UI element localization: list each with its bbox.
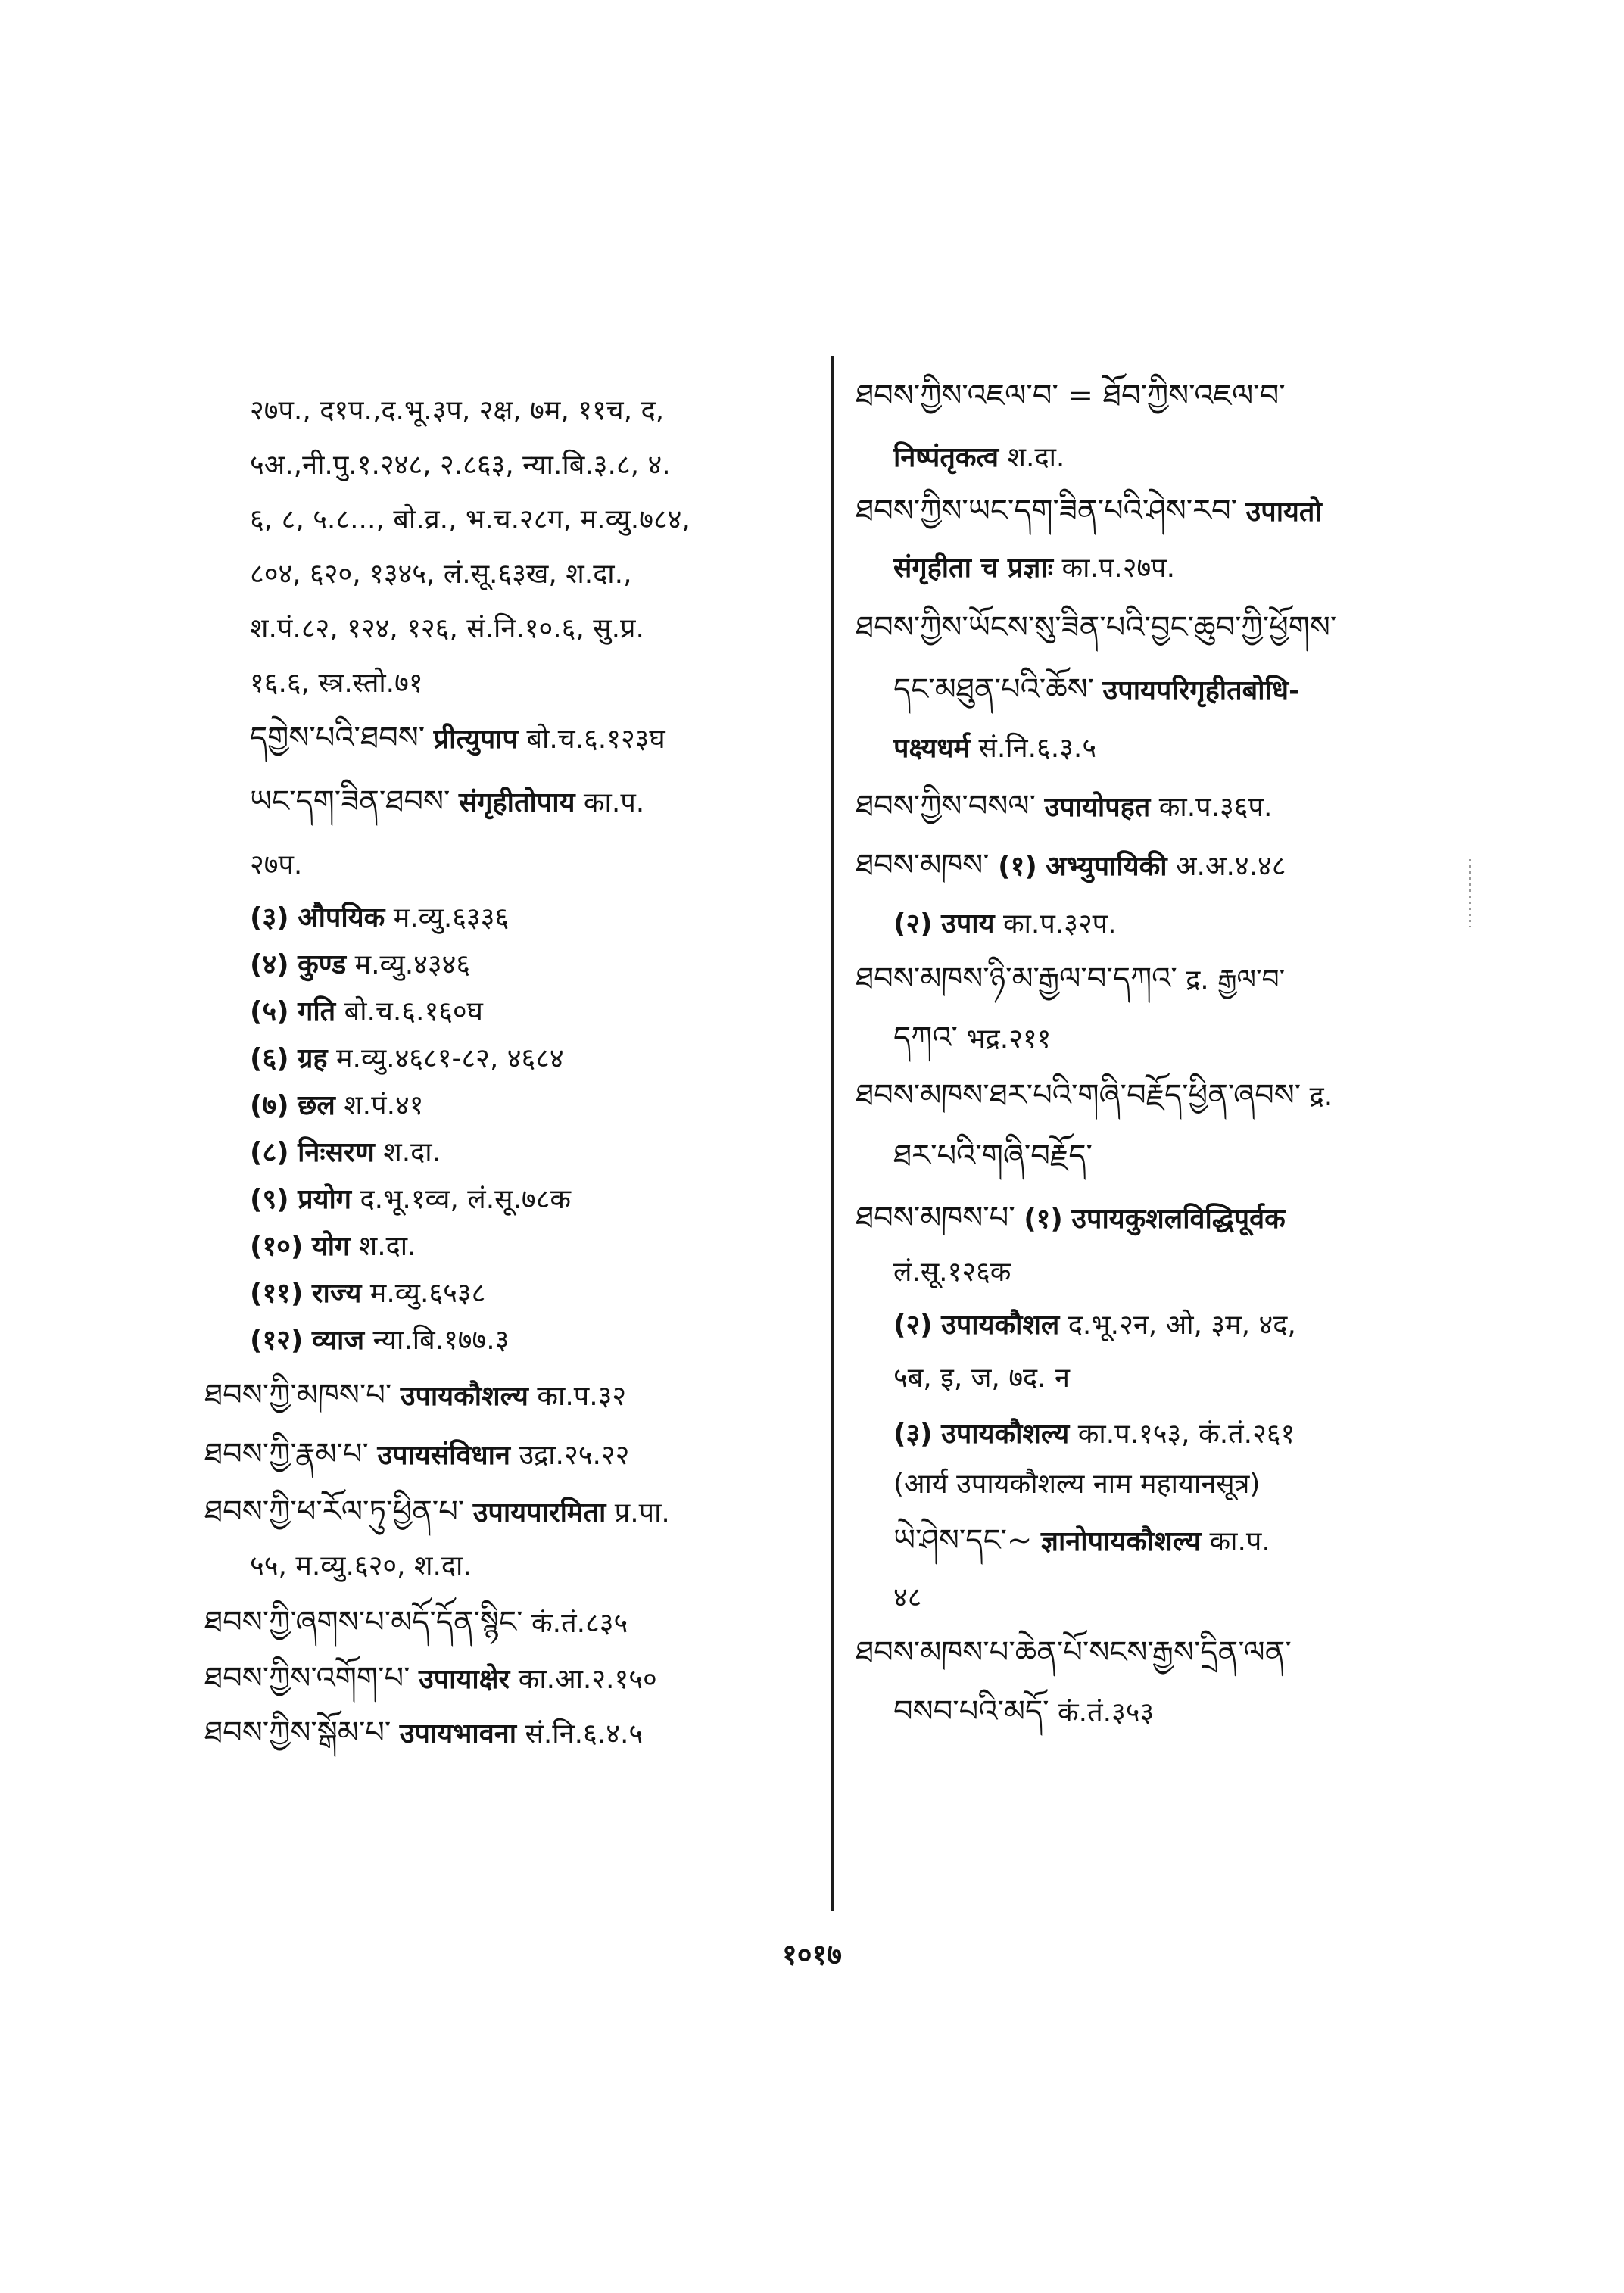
right-line bbox=[856, 1201, 1286, 1237]
tibetan-term: ཐབས་ཀྱིས་འཇལ་བ་ = ཐོབ་ཀྱིས་འཇལ་བ་ bbox=[856, 379, 1286, 413]
line-text: (आर्य उपायकौशल्य नाम महायानसूत्र) bbox=[893, 1469, 1261, 1500]
tibetan-term: ཐབས་མཁས་ཉི་མ་རྒྱལ་བ་དཀའ་ bbox=[856, 961, 1177, 996]
source-reference: का.प.२७प. bbox=[1061, 553, 1176, 584]
right-line bbox=[856, 848, 1286, 884]
right-line bbox=[893, 1020, 1051, 1057]
sanskrit-equivalent: ग्रह bbox=[298, 1043, 328, 1074]
right-line bbox=[893, 1523, 1270, 1559]
left-line bbox=[250, 503, 690, 537]
sanskrit-equivalent: उपायाक्षेर bbox=[418, 1664, 510, 1695]
source-reference: प्र.पा. bbox=[614, 1497, 670, 1528]
sanskrit-equivalent: प्रयोग bbox=[298, 1184, 352, 1215]
sanskrit-equivalent: व्याज bbox=[311, 1325, 365, 1356]
left-line bbox=[204, 1494, 670, 1531]
line-text: लं.सू.१२६क bbox=[893, 1257, 1011, 1288]
source-reference: म.व्यु.६३३६ bbox=[393, 902, 510, 933]
source-reference: श.दा. bbox=[1007, 442, 1065, 473]
source-reference: का.प.१५३, कं.तं.२६१ bbox=[1077, 1419, 1295, 1450]
sense-number: (१०) bbox=[250, 1231, 304, 1262]
page-number: १०१७ bbox=[781, 1938, 843, 1971]
source-reference: म.व्यु.४३४६ bbox=[354, 949, 471, 980]
left-line bbox=[250, 1089, 423, 1123]
left-line bbox=[250, 1323, 509, 1358]
right-line bbox=[893, 551, 1175, 586]
left-line bbox=[250, 848, 302, 883]
sanskrit-equivalent: प्रीत्युपाप bbox=[433, 724, 518, 755]
source-reference: द्र. bbox=[1309, 1081, 1333, 1112]
tibetan-term: ཡང་དག་ཟིན་ཐབས་ bbox=[250, 784, 450, 819]
source-reference: का.प.३२प. bbox=[1002, 908, 1117, 939]
line-text: ६, ८, ५.८..., बो.व्र., भ.च.२८ग, म.व्यु.७८४, bbox=[250, 504, 690, 535]
left-line bbox=[250, 721, 665, 757]
sanskrit-equivalent: उपायसंविधान bbox=[377, 1440, 510, 1471]
line-text: ५अ.,नी.पु.१.२४८, २.८६३, न्या.बि.३.८, ४. bbox=[250, 450, 671, 481]
left-line bbox=[204, 1378, 626, 1414]
right-line bbox=[856, 379, 1286, 415]
sanskrit-equivalent: उपायकौशल्य bbox=[400, 1381, 528, 1412]
sense-number: (३) bbox=[250, 902, 289, 933]
sanskrit-equivalent: उपायपारमिता bbox=[472, 1497, 606, 1528]
source-reference: का.प. bbox=[583, 787, 645, 818]
source-reference: कं.तं.८३५ bbox=[531, 1608, 628, 1639]
sense-number: (७) bbox=[250, 1090, 289, 1121]
tibetan-term: ཐབས་ཀྱིས་འགོག་པ་ bbox=[204, 1661, 410, 1696]
margin-marks bbox=[1469, 859, 1471, 927]
sense-number: (२) bbox=[893, 908, 933, 939]
source-reference: द्र. རྒྱལ་བ་ bbox=[1186, 964, 1286, 995]
sanskrit-equivalent: उपायकौशल bbox=[941, 1310, 1060, 1341]
source-reference: अ.अ.४.४८ bbox=[1176, 851, 1286, 882]
sense-number: (९) bbox=[250, 1184, 289, 1215]
sense-number: (४) bbox=[250, 949, 289, 980]
sanskrit-equivalent: उपायतो bbox=[1245, 497, 1322, 528]
sense-number: (८) bbox=[250, 1137, 289, 1168]
left-line bbox=[204, 1661, 657, 1697]
tibetan-term: དགྱེས་པའི་ཐབས་ bbox=[250, 721, 425, 756]
left-line bbox=[250, 1042, 564, 1076]
source-reference: बो.च.६.१२३घ bbox=[526, 724, 665, 755]
right-line bbox=[893, 672, 1300, 709]
line-text: श.पं.८२, १२४, १२६, सं.नि.१०.६, सु.प्र. bbox=[250, 613, 644, 644]
source-reference: श.पं.४१ bbox=[344, 1090, 424, 1121]
line-text: २७प., द१प.,द.भू.३प, २क्ष, ७म, ११च, द, bbox=[250, 395, 665, 426]
sanskrit-equivalent: गति bbox=[298, 996, 336, 1027]
sanskrit-equivalent: निःसरण bbox=[298, 1137, 375, 1168]
source-reference: श.दा. bbox=[383, 1137, 441, 1168]
right-line bbox=[856, 1635, 1292, 1671]
left-line bbox=[250, 1182, 571, 1217]
tibetan-term: བསབ་པའི་མདོ་ bbox=[893, 1694, 1049, 1729]
line-text: १६.६, स्त्र.स्तो.७१ bbox=[250, 668, 423, 699]
sanskrit-equivalent: पक्ष्यधर्म bbox=[893, 733, 971, 764]
tibetan-term: ཐབས་ཀྱིས་བསལ་ bbox=[856, 789, 1036, 824]
right-line bbox=[893, 1694, 1154, 1731]
left-line bbox=[250, 995, 483, 1030]
sanskrit-equivalent: उपाय bbox=[941, 908, 995, 939]
source-reference: बो.च.६.१६०घ bbox=[344, 996, 483, 1027]
left-line bbox=[250, 1549, 472, 1584]
source-reference: का.प.३६प. bbox=[1158, 792, 1273, 823]
sanskrit-equivalent: राज्य bbox=[311, 1278, 362, 1309]
left-line bbox=[250, 666, 423, 701]
sense-number: (१) bbox=[998, 851, 1037, 882]
tibetan-term: ཡེ་ཤེས་དང་~ bbox=[893, 1523, 1033, 1558]
right-line bbox=[856, 610, 1336, 646]
right-line bbox=[893, 1139, 1093, 1175]
sanskrit-equivalent: संगृहीतोपाय bbox=[458, 787, 575, 818]
source-reference: द.भू.२न, ओ, ३म, ४द, bbox=[1068, 1310, 1296, 1341]
left-line bbox=[250, 901, 509, 936]
right-line bbox=[856, 494, 1322, 530]
sense-number: (१) bbox=[1024, 1204, 1063, 1235]
sense-number: (५) bbox=[250, 996, 289, 1027]
right-line bbox=[893, 1255, 1011, 1290]
left-line bbox=[204, 1437, 629, 1473]
sense-number: (१२) bbox=[250, 1325, 304, 1356]
right-line bbox=[856, 789, 1272, 825]
tibetan-term: ཐབས་ཀྱི་མཁས་པ་ bbox=[204, 1378, 392, 1413]
sanskrit-equivalent: उपायकौशल्य bbox=[941, 1419, 1070, 1450]
sanskrit-equivalent: उपायपरिगृहीतबोधि- bbox=[1102, 675, 1300, 706]
tibetan-term: ཐབས་མཁས་ཐར་པའི་གཞི་བརྗོད་ཕྱིན་ཞབས་ bbox=[856, 1078, 1301, 1113]
tibetan-term: དང་མཐུན་པའི་ཆོས་ bbox=[893, 672, 1095, 707]
right-line bbox=[893, 1361, 1070, 1396]
tibetan-term: ཐབས་ཀྱི་ཞགས་པ་མདོ་དོན་སྙིང་ bbox=[204, 1605, 523, 1640]
tibetan-term: དཀའ་ bbox=[893, 1020, 958, 1055]
source-reference: न्या.बि.१७७.३ bbox=[372, 1325, 510, 1356]
sanskrit-equivalent: अभ्युपायिकी bbox=[1046, 851, 1167, 882]
left-line bbox=[250, 784, 644, 821]
left-line bbox=[250, 1136, 441, 1170]
source-reference: भद्र.२११ bbox=[966, 1023, 1052, 1055]
source-reference: का.प.३२ bbox=[537, 1381, 627, 1412]
sanskrit-equivalent: छल bbox=[298, 1090, 335, 1121]
source-reference: म.व्यु.४६८१-८२, ४६८४ bbox=[335, 1043, 564, 1074]
left-line bbox=[250, 1229, 416, 1264]
tibetan-term: ཐར་པའི་གཞི་བརྗོད་ bbox=[893, 1139, 1093, 1173]
tibetan-term: ཐབས་མཁས་པ་ཆེན་པོ་སངས་རྒྱས་དྲིན་ལན་ bbox=[856, 1635, 1292, 1670]
source-reference: श.दा. bbox=[358, 1231, 416, 1262]
tibetan-term: ཐབས་ཀྱིས་ཡོངས་སུ་ཟིན་པའི་བྱང་ཆུབ་ཀྱི་ཕྱོགས་ bbox=[856, 610, 1337, 645]
left-line bbox=[250, 948, 470, 983]
right-line bbox=[893, 1581, 921, 1615]
source-reference: का.प. bbox=[1209, 1526, 1270, 1557]
sanskrit-equivalent: उपायोपहत bbox=[1044, 792, 1151, 823]
column-divider bbox=[831, 356, 834, 1911]
left-line bbox=[250, 557, 632, 592]
source-reference: म.व्यु.६५३८ bbox=[369, 1278, 486, 1309]
sanskrit-equivalent: कुण्ड bbox=[298, 949, 347, 980]
sanskrit-equivalent: संगृहीता च प्रज्ञाः bbox=[893, 553, 1053, 584]
right-line bbox=[893, 1417, 1295, 1452]
sanskrit-equivalent: ज्ञानोपायकौशल्य bbox=[1040, 1526, 1202, 1557]
tibetan-term: ཐབས་ཀྱིས་ཡང་དག་ཟིན་པའི་ཤེས་རབ་ bbox=[856, 494, 1238, 528]
right-line bbox=[893, 731, 1096, 766]
sanskrit-equivalent: योग bbox=[311, 1231, 351, 1262]
right-line bbox=[893, 1308, 1296, 1343]
tibetan-term: ཐབས་ཀྱི་ཕ་རོལ་ཏུ་ཕྱིན་པ་ bbox=[204, 1494, 465, 1529]
sense-number: (३) bbox=[893, 1419, 933, 1450]
tibetan-term: ཐབས་མཁས་པ་ bbox=[856, 1201, 1015, 1235]
right-line bbox=[893, 1467, 1260, 1502]
source-reference: उद्रा.२५.२२ bbox=[519, 1440, 630, 1471]
line-text: ४८ bbox=[893, 1582, 922, 1613]
sense-number: (११) bbox=[250, 1278, 304, 1309]
tibetan-term: ཐབས་མཁས་ bbox=[856, 848, 990, 883]
sanskrit-equivalent: उपायकुशलविद्धिपूर्वक bbox=[1071, 1204, 1286, 1235]
left-line bbox=[250, 448, 671, 483]
line-text: २७प. bbox=[250, 849, 303, 880]
sense-number: (६) bbox=[250, 1043, 289, 1074]
sense-number: (२) bbox=[893, 1310, 933, 1341]
right-line bbox=[856, 1078, 1333, 1114]
left-line bbox=[204, 1715, 643, 1752]
source-reference: सं.नि.६.३.५ bbox=[978, 733, 1097, 764]
source-reference: कं.तं.३५३ bbox=[1058, 1697, 1155, 1728]
line-text: ८०४, ६२०, १३४५, लं.सू.६३ख, श.दा., bbox=[250, 559, 632, 590]
sanskrit-equivalent: उपायभावना bbox=[399, 1718, 517, 1749]
right-line bbox=[893, 441, 1064, 475]
sanskrit-equivalent: निष्पंतृकत्व bbox=[893, 442, 999, 473]
line-text: ५५, म.व्यु.६२०, श.दा. bbox=[250, 1550, 472, 1581]
left-line bbox=[204, 1605, 628, 1641]
tibetan-term: ཐབས་ཀྱི་རྣམ་པ་ bbox=[204, 1437, 369, 1472]
line-text: ५ब, इ, ज, ७द. न bbox=[893, 1363, 1071, 1394]
sanskrit-equivalent: औपयिक bbox=[298, 902, 385, 933]
tibetan-term: ཐབས་ཀྱིས་སྒོམ་པ་ bbox=[204, 1715, 391, 1750]
left-line bbox=[250, 612, 644, 646]
source-reference: सं.नि.६.४.५ bbox=[525, 1718, 644, 1749]
right-line bbox=[893, 907, 1117, 942]
left-line bbox=[250, 394, 664, 428]
source-reference: द.भू.१व्व, लं.सू.७८क bbox=[360, 1184, 572, 1215]
source-reference: का.आ.२.१५० bbox=[518, 1664, 657, 1695]
left-line bbox=[250, 1276, 485, 1311]
right-line bbox=[856, 961, 1285, 998]
